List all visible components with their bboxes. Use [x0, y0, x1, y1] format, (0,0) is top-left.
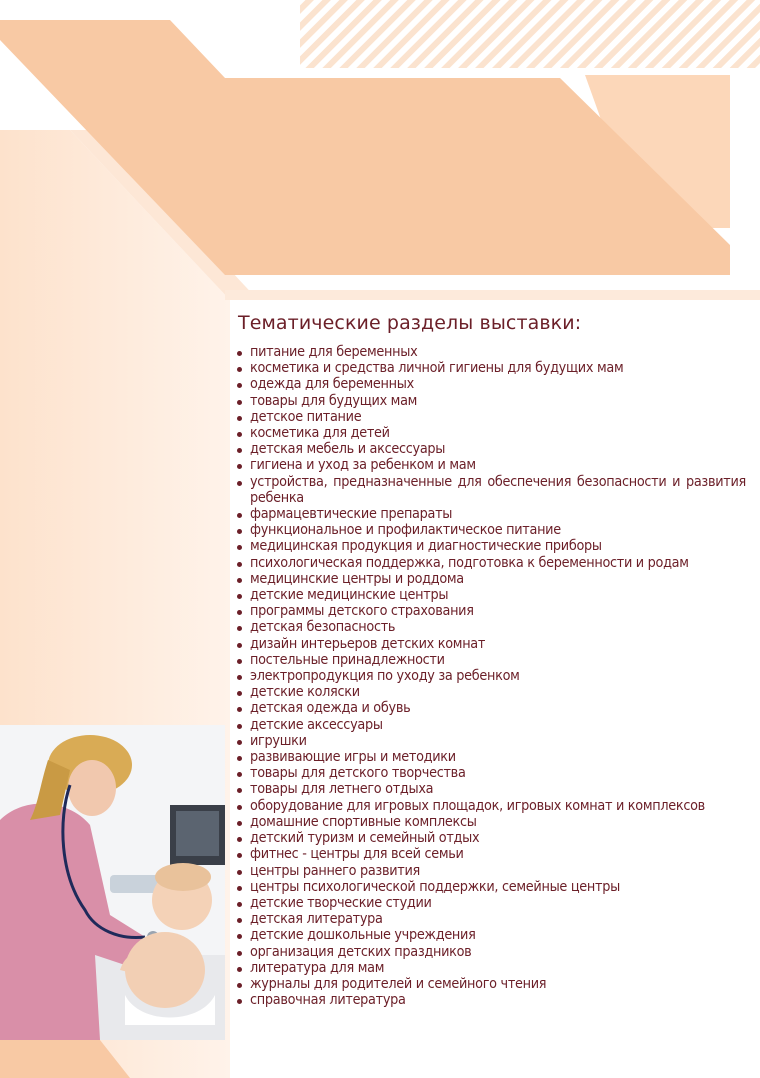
list-item: оборудование для игровых площадок, игровых комнат и комплексов	[236, 798, 746, 814]
list-item: детская одежда и обувь	[236, 700, 746, 716]
doctor-with-baby-photo	[0, 725, 225, 1040]
list-item: товары для детского творчества	[236, 765, 746, 781]
list-item: устройства, предназначенные для обеспечения безопасности и развития ребенка	[236, 474, 746, 506]
thin-divider	[225, 290, 760, 300]
list-item: организация детских праздников	[236, 944, 746, 960]
list-item: детская литература	[236, 911, 746, 927]
list-item: детские коляски	[236, 684, 746, 700]
list-item: детские дошкольные учреждения	[236, 927, 746, 943]
striped-corner	[300, 0, 760, 68]
list-item: психологическая поддержка, подготовка к беременности и родам	[236, 555, 746, 571]
list-item: детская безопасность	[236, 619, 746, 635]
section-title: Тематические разделы выставки:	[238, 312, 582, 334]
list-item: детские аксессуары	[236, 717, 746, 733]
list-item: одежда для беременных	[236, 376, 746, 392]
list-item: домашние спортивные комплексы	[236, 814, 746, 830]
list-item: функциональное и профилактическое питание	[236, 522, 746, 538]
list-item: детский туризм и семейный отдых	[236, 830, 746, 846]
list-item: постельные принадлежности	[236, 652, 746, 668]
list-item: фитнес - центры для всей семьи	[236, 846, 746, 862]
list-item: программы детского страхования	[236, 603, 746, 619]
list-item: центры психологической поддержки, семейные центры	[236, 879, 746, 895]
list-item: журналы для родителей и семейного чтения	[236, 976, 746, 992]
list-item: медицинская продукция и диагностические приборы	[236, 538, 746, 554]
list-item: детское питание	[236, 409, 746, 425]
list-item: справочная литература	[236, 992, 746, 1008]
list-item: центры раннего развития	[236, 863, 746, 879]
list-item: питание для беременных	[236, 344, 746, 360]
list-item: медицинские центры и роддома	[236, 571, 746, 587]
list-item: электропродукция по уходу за ребенком	[236, 668, 746, 684]
list-item: игрушки	[236, 733, 746, 749]
list-item: гигиена и уход за ребенком и мам	[236, 457, 746, 473]
list-item: товары для будущих мам	[236, 393, 746, 409]
topics-list	[236, 344, 746, 1008]
list-item: развивающие игры и методики	[236, 749, 746, 765]
list-item: дизайн интерьеров детских комнат	[236, 636, 746, 652]
topics-section	[236, 312, 746, 1008]
list-item: детские творческие студии	[236, 895, 746, 911]
list-item: литература для мам	[236, 960, 746, 976]
list-item: товары для летнего отдыха	[236, 781, 746, 797]
list-item: косметика для детей	[236, 425, 746, 441]
list-item: детские медицинские центры	[236, 587, 746, 603]
list-item: детская мебель и аксессуары	[236, 441, 746, 457]
list-item: косметика и средства личной гигиены для будущих мам	[236, 360, 746, 376]
list-item: фармацевтические препараты	[236, 506, 746, 522]
